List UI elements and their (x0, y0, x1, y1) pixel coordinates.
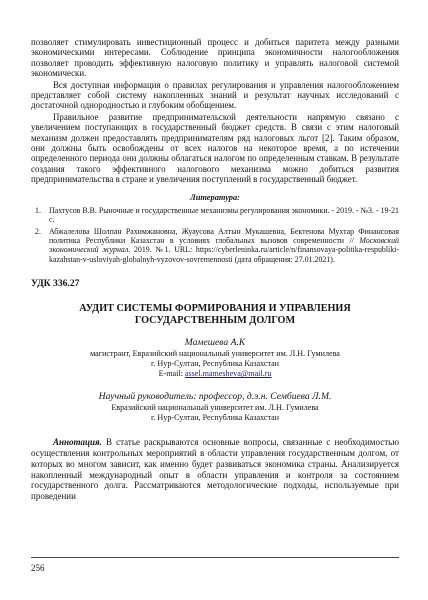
author-name: Мамешева А.К (184, 337, 246, 349)
literature-heading: Литература: (190, 192, 240, 202)
article-title-line: АУДИТ СИСТЕМЫ ФОРМИРОВАНИЯ И УПРАВЛЕНИЯ (79, 303, 351, 315)
reference-item (35, 205, 399, 225)
author-city: г. Нур-Султан, Республика Казахстан (150, 359, 280, 369)
abstract-label: Аннотация. (53, 437, 102, 448)
author-affiliation: магистрант, Евразийский национальный университет им. Л.Н. Гумилева (90, 349, 340, 359)
supervisor-affiliation: Евразийский национальный университет им. Л.Н. Гумилева (111, 403, 319, 413)
supervisor-name: Научный руководитель: профессор, д.э.н. Сембиева Л.М. (98, 391, 332, 403)
page-number: 256 (31, 563, 45, 573)
abstract (31, 437, 399, 502)
email-label: E-mail: (158, 369, 185, 379)
supervisor-city: г. Нур-Султан, Республика Казахстан (150, 413, 280, 423)
body-paragraph-3: Правильное развитие предпринимательской деятельности напрямую связано с увеличением поступающих в государственный бюджет средств. В связи с этим налоговый механизм должен предоставлять предпринимателям ряд налоговых льгот [2]. Таким образом, они должны быть освобождены от всех налогов на некоторое время, а по истечении определенного периода они должны облагаться налогом по определенным ставкам. В результате создания такого эффективного налогового механизма можно добиться развития предпринимательства в стране и увеличения поступлений в государственный бюджет. (31, 111, 399, 185)
author-email-line (31, 369, 399, 379)
page-content (31, 37, 399, 511)
supervisor-block (31, 391, 399, 423)
footer-divider (31, 557, 399, 558)
reference-journal: Московский экономический журнал (49, 235, 399, 255)
reference-url[interactable]: . 2019. №1. URL: https://cyberleninka.ru/article/n/finansovaya-politika-respubliki-kazahstan-v-usloviyah-globalnyh-vyzovov-sovremennosti (дата обращения: 27.01.2021). (49, 245, 399, 264)
reference-number: 2. (35, 226, 41, 236)
reference-number: 1. (35, 205, 41, 215)
abstract-text: В статье раскрываются основные вопросы, связанные с необходимостью осуществления контрольных мероприятий в области управления государственным долгом, от которых во многом зависит, как именно будет развиваться экономика страны. Анализируется накопленный международный опыт в области управления и контроля за состоянием государственного долга. Рассматриваются методологические подходы, используемые при проведении (31, 437, 399, 502)
reference-item (35, 226, 399, 265)
author-email-link[interactable]: assel.mamesheva@mail.ru (184, 369, 272, 379)
article-title-line: ГОСУДАРСТВЕННЫМ ДОЛГОМ (134, 315, 296, 327)
reference-list (31, 206, 399, 264)
article-title (31, 303, 399, 327)
reference-text: Абжалелова Шолпан Рахимжановна, Жуаусова Алтын Мукашевна, Бектенова Мухтар Финансовая политика Республики Казахстан в условиях глобальных вызовов современности // (49, 226, 399, 245)
udk-code: УДК 336.27 (31, 278, 80, 290)
author-block (31, 337, 399, 379)
reference-text: Пахтусов В.В. Рыночные и государственные механизмы регулирования экономики. - 2019. - №3. - 19-21 с. (49, 205, 399, 225)
body-paragraph-2: Вся доступная информация о правилах регулирования и управления налогообложением представляет собой систему накопленных знаний и результат научных исследований с достаточной однородностью и глубоким обобщением. (31, 79, 399, 111)
body-paragraph-1: позволяет стимулировать инвестиционный процесс и добиться паритета между разными экономическими интересами. Соблюдение принципа экономичности налогообложения позволяет проводить эффективную налоговую политику и управлять налоговой системой экономически. (31, 37, 399, 79)
